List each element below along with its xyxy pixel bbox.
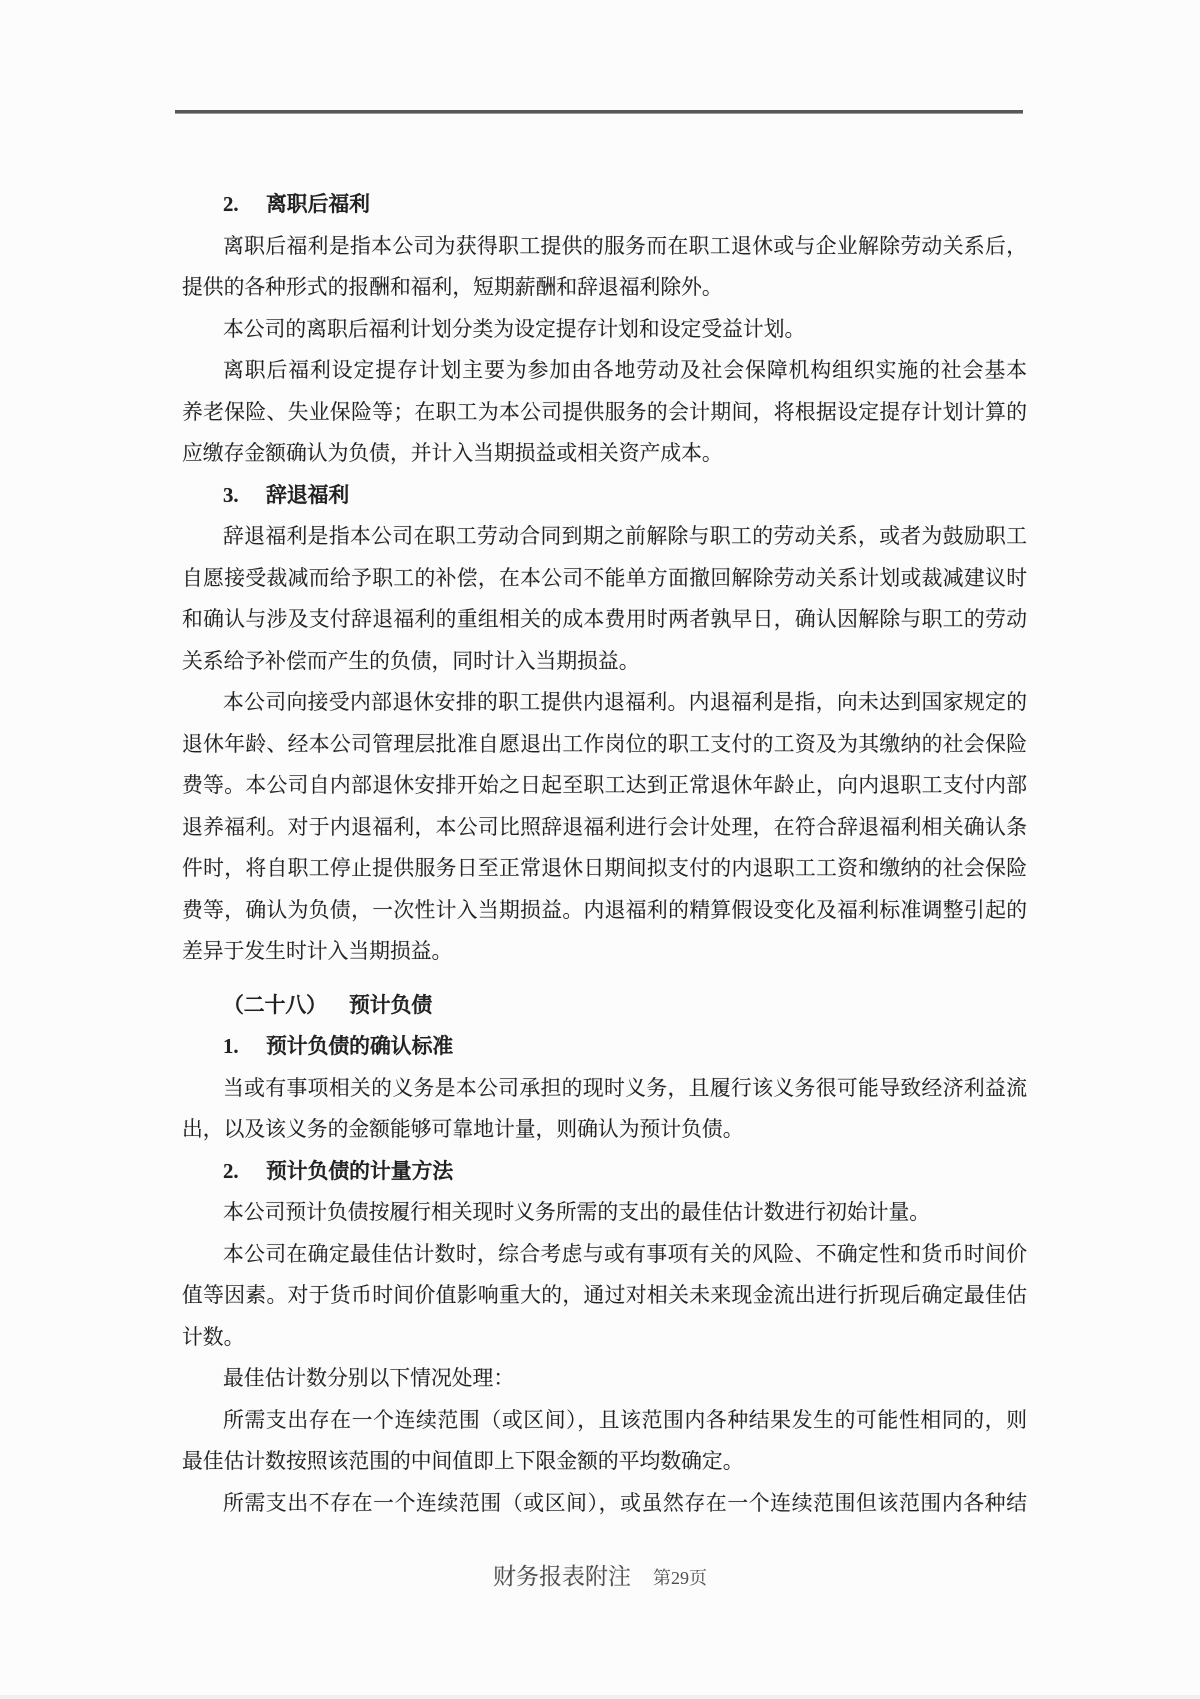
text-line: 计数。 — [182, 1325, 245, 1349]
text-line: 和确认与涉及支付辞退福利的重组相关的成本费用时两者孰早日，确认因解除与职工的劳动 — [182, 608, 1027, 631]
footer-page-number: 第29页 — [653, 1568, 707, 1588]
text-line: 本公司的离职后福利计划分类为设定提存计划和设定受益计划。 — [223, 317, 806, 341]
text-line: 应缴存金额确认为负债，并计入当期损益或相关资产成本。 — [182, 442, 723, 465]
text-line: 养老保险、失业保险等；在职工为本公司提供服务的会计期间，将根据设定提存计划计算的 — [182, 400, 1027, 424]
text-line: 最佳估计数按照该范围的中间值即上下限金额的平均数确定。 — [182, 1450, 744, 1473]
heading-number: 2. — [223, 1159, 239, 1183]
numbered-heading — [182, 475, 1027, 517]
heading-label: 预计负债的确认标准 — [266, 1035, 454, 1058]
text-line: 最佳估计数分别以下情况处理： — [223, 1367, 515, 1390]
text-line: 费等，确认为负债，一次性计入当期损益。内退福利的精算假设变化及福利标准调整引起的 — [182, 898, 1027, 922]
heading-label: 辞退福利 — [266, 483, 350, 507]
heading-label: 预计负债的计量方法 — [266, 1159, 454, 1183]
text-line: 所需支出不存在一个连续范围（或区间），或虽然存在一个连续范围但该范围内各种结 — [223, 1491, 1027, 1515]
text-line: 值等因素。对于货币时间价值影响重大的，通过对相关未来现金流出进行折现后确定最佳估 — [182, 1284, 1027, 1307]
heading-label: 预计负债 — [349, 993, 433, 1017]
header-rule — [175, 110, 1023, 114]
heading-label: 离职后福利 — [266, 193, 370, 216]
text-line: 所需支出存在一个连续范围（或区间），且该范围内各种结果发生的可能性相同的，则 — [223, 1408, 1027, 1432]
text-line: 出，以及该义务的金额能够可靠地计量，则确认为预计负债。 — [182, 1118, 744, 1141]
text-line: 差异于发生时计入当期损益。 — [182, 940, 453, 963]
heading-number: 3. — [223, 483, 239, 507]
text-line: 提供的各种形式的报酬和福利，短期薪酬和辞退福利除外。 — [182, 276, 723, 299]
text-line: 本公司预计负债按履行相关现时义务所需的支出的最佳估计数进行初始计量。 — [223, 1201, 931, 1224]
text-line: 费等。本公司自内部退休安排开始之日起至职工达到正常退休年龄止，向内退职工支付内部 — [182, 774, 1027, 797]
heading-number: （二十八） — [223, 993, 327, 1017]
document-body — [182, 184, 1027, 1524]
text-line: 自愿接受裁减而给予职工的补偿，在本公司不能单方面撤回解除劳动关系计划或裁减建议时 — [182, 566, 1027, 590]
scan-bottom-edge — [0, 1695, 1200, 1699]
footer-doc-title: 财务报表附注 — [493, 1564, 631, 1589]
text-line: 件时，将自职工停止提供服务日至正常退休日期间拟支付的内退职工工资和缴纳的社会保险 — [182, 857, 1027, 880]
page-footer — [0, 1558, 1200, 1591]
text-line: 离职后福利设定提存计划主要为参加由各地劳动及社会保障机构组织实施的社会基本 — [223, 359, 1027, 382]
heading-number: 1. — [223, 1035, 239, 1058]
text-line: 关系给予补偿而产生的负债，同时计入当期损益。 — [182, 649, 640, 673]
numbered-heading — [182, 184, 1027, 226]
text-line: 退养福利。对于内退福利，本公司比照辞退福利进行会计处理，在符合辞退福利相关确认条 — [182, 815, 1027, 839]
text-line: 本公司在确定最佳估计数时，综合考虑与或有事项有关的风险、不确定性和货币时间价 — [223, 1242, 1027, 1266]
text-line: 退休年龄、经本公司管理层批准自愿退出工作岗位的职工支付的工资及为其缴纳的社会保险 — [182, 732, 1027, 756]
numbered-heading — [182, 1151, 1027, 1193]
text-line: 离职后福利是指本公司为获得职工提供的服务而在职工退休或与企业解除劳动关系后， — [223, 234, 1027, 258]
heading-number: 2. — [223, 193, 239, 216]
section-heading — [182, 985, 1027, 1027]
numbered-heading — [182, 1026, 1027, 1068]
text-line: 当或有事项相关的义务是本公司承担的现时义务，且履行该义务很可能导致经济利益流 — [223, 1076, 1027, 1100]
text-line: 本公司向接受内部退休安排的职工提供内退福利。内退福利是指，向未达到国家规定的 — [223, 691, 1027, 714]
text-line: 辞退福利是指本公司在职工劳动合同到期之前解除与职工的劳动关系，或者为鼓励职工 — [223, 525, 1027, 548]
